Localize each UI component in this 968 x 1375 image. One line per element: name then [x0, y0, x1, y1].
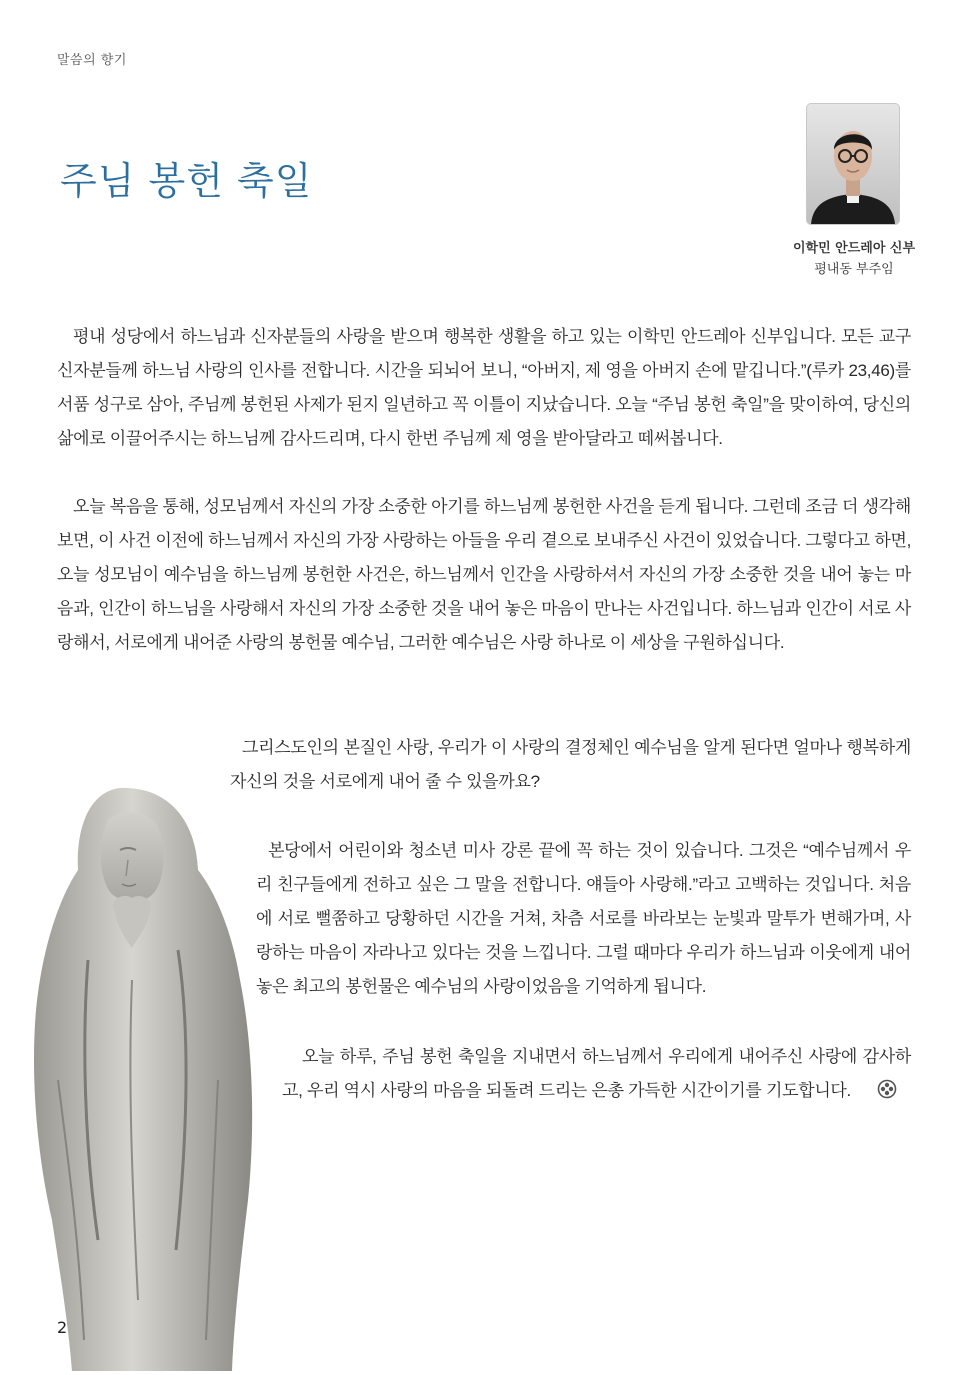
page-number: 2	[57, 1318, 68, 1337]
paragraph-5	[282, 1040, 911, 1111]
author-photo	[807, 104, 899, 224]
page-title: 주님 봉헌 축일	[60, 159, 313, 203]
paragraph-5-text: 오늘 하루, 주님 봉헌 축일을 지내면서 하느님께서 우리에게 내어주신 사랑에 감사하고, 우리 역시 사랑의 마음을 되돌려 드리는 은총 가득한 시간이기를 기도합니다.	[282, 1047, 911, 1100]
paragraph-4: 본당에서 어린이와 청소년 미사 강론 끝에 꼭 하는 것이 있습니다. 그것은 “예수님께서 우리 친구들에게 전하고 싶은 그 말을 전합니다. 얘들아 사랑해.”라고 고백하는 것입니다. 처음에 서로 뻘쭘하고 당황하던 시간을 거쳐, 차츰 서로를 바라보는 눈빛과 말투가 변해가며, 사랑하는 마음이 자라나고 있다는 것을 느낍니다. 그럴 때마다 우리가 하느님과 이웃에게 내어 놓은 최고의 봉헌물은 예수님의 사랑이었음을 기억하게 됩니다.	[256, 841, 911, 996]
paragraph-1: 평내 성당에서 하느님과 신자분들의 사랑을 받으며 행복한 생활을 하고 있는 이학민 안드레아 신부입니다. 모든 교구 신자분들께 하느님 사랑의 인사를 전합니다. 시간을 되뇌어 보니, “아버지, 제 영을 아버지 손에 맡깁니다.”(루카 23,46)를 서품 성구로 삼아, 주님께 봉헌된 사제가 된지 일년하고 꼭 이틀이 지났습니다. 오늘 “주님 봉헌 축일”을 맞이하여, 당신의 삶에로 이끌어주시는 하느님께 감사드리며, 다시 한번 주님께 제 영을 받아달라고 떼써봅니다.	[57, 327, 911, 448]
statue-image	[28, 780, 258, 1371]
paragraph-2: 오늘 복음을 통해, 성모님께서 자신의 가장 소중한 아기를 하느님께 봉헌한 사건을 듣게 됩니다. 그런데 조금 더 생각해보면, 이 사건 이전에 하느님께서 자신의 가장 사랑하는 아들을 우리 곁으로 보내주신 사건이 있었습니다. 그렇다고 하면, 오늘 성모님이 예수님을 하느님께 봉헌한 사건은, 하느님께서 인간을 사랑하셔서 자신의 가장 소중한 것을 내어 놓는 마음과, 인간이 하느님을 사랑해서 자신의 가장 소중한 것을 내어 놓은 마음이 만나는 사건입니다. 하느님과 인간이 서로 사랑해서, 서로에게 내어준 사랑의 봉헌물 예수님, 그러한 예수님은 사랑 하나로 이 세상을 구원하십니다.	[57, 497, 911, 652]
end-mark-icon	[857, 1077, 897, 1111]
author-role: 평내동 부주임	[814, 262, 894, 277]
section-label: 말씀의 향기	[57, 53, 127, 68]
author-name: 이학민 안드레아 신부	[792, 241, 916, 256]
paragraph-3: 그리스도인의 본질인 사랑, 우리가 이 사랑의 결정체인 예수님을 알게 된다면 얼마나 행복하게 자신의 것을 서로에게 내어 줄 수 있을까요?	[230, 738, 911, 791]
